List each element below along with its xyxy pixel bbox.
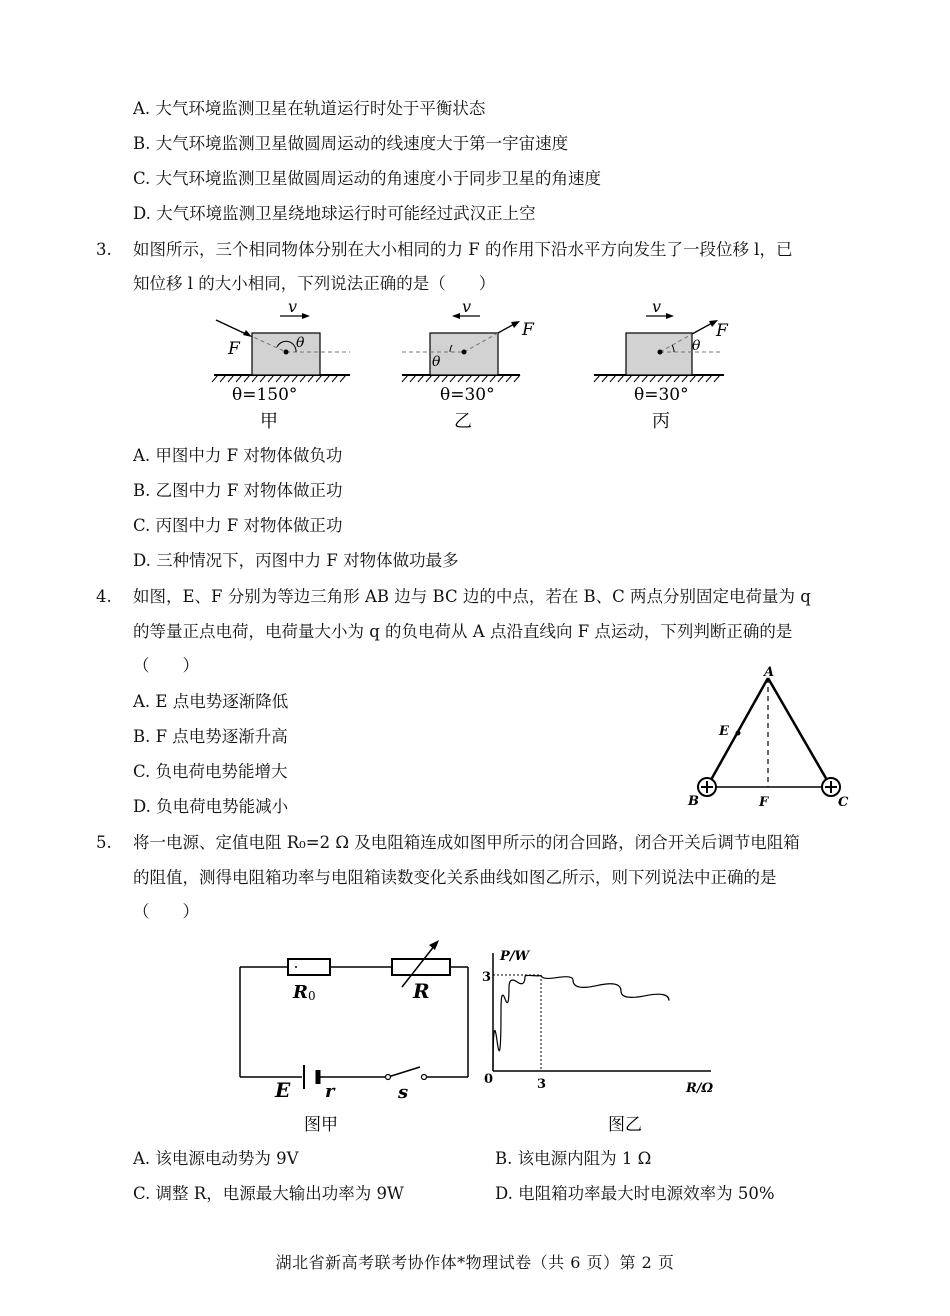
- bing-v-label: v: [652, 302, 662, 316]
- q4-option-d: D. 负电荷电势能减小: [133, 797, 289, 816]
- q3-option-c: C. 丙图中力 F 对物体做正功: [133, 516, 343, 535]
- q3-number: 3.: [96, 240, 112, 259]
- bing-caption: 丙: [652, 411, 670, 432]
- bing-angle-label: θ=30°: [634, 385, 689, 405]
- triangle-label-e: E: [719, 724, 729, 739]
- q5-option-d: D. 电阻箱功率最大时电源效率为 50%: [495, 1184, 775, 1203]
- circuit-e-label: E: [275, 1078, 291, 1102]
- q3-figure-jia: [210, 302, 360, 437]
- triangle-label-a: A: [764, 665, 775, 680]
- triangle-label-c: C: [838, 795, 849, 810]
- q4-number: 4.: [96, 587, 112, 606]
- graph-y-tick: 3: [482, 970, 492, 985]
- yi-f-label: F: [522, 320, 534, 340]
- q5-option-a: A. 该电源电动势为 9V: [133, 1149, 299, 1168]
- q4-stem-line2: 的等量正点电荷，电荷量大小为 q 的负电荷从 A 点沿直线向 F 点运动，下列判断正确的是: [133, 622, 793, 641]
- graph-origin: 0: [484, 1072, 494, 1087]
- circuit-r0-label: [292, 982, 316, 1003]
- jia-f-label: F: [228, 339, 240, 359]
- triangle-label-f: F: [759, 795, 769, 810]
- yi-caption: 乙: [454, 411, 472, 432]
- jia-v-label: v: [288, 302, 298, 316]
- q4-stem-line1: 如图，E、F 分别为等边三角形 AB 边与 BC 边的中点，若在 B、C 两点分别固定电荷量为 q: [133, 587, 811, 606]
- graph-x-label: R/Ω: [686, 1081, 714, 1096]
- q5-stem-line2: 的阻值，测得电阻箱功率与电阻箱读数变化关系曲线如图乙所示，则下列说法中正确的是: [133, 868, 777, 887]
- q3-option-b: B. 乙图中力 F 对物体做正功: [133, 481, 343, 500]
- q5-option-c: C. 调整 R，电源最大输出功率为 9W: [133, 1184, 404, 1203]
- circuit-caption: 图甲: [304, 1115, 338, 1135]
- q2-option-d: D. 大气环境监测卫星绕地球运行时可能经过武汉正上空: [133, 204, 536, 223]
- q5-power-graph: [476, 945, 726, 1140]
- triangle-label-b: B: [688, 794, 699, 809]
- jia-caption: 甲: [260, 411, 278, 432]
- circuit-r-label: R: [413, 979, 430, 1003]
- q3-stem-line2: 知位移 l 的大小相同，下列说法正确的是（ ）: [133, 274, 496, 293]
- yi-angle-label: θ=30°: [440, 385, 495, 405]
- jia-angle-label: θ=150°: [232, 385, 298, 405]
- q4-option-c: C. 负电荷电势能增大: [133, 762, 288, 781]
- bing-f-label: F: [716, 321, 728, 341]
- circuit-r-internal-label: r: [325, 1081, 335, 1102]
- q3-figure-yi: [398, 302, 558, 437]
- q2-option-c: C. 大气环境监测卫星做圆周运动的角速度小于同步卫星的角速度: [133, 169, 602, 188]
- q2-option-b: B. 大气环境监测卫星做圆周运动的线速度大于第一宇宙速度: [133, 134, 569, 153]
- q3-figure-bing: [590, 302, 750, 437]
- q3-stem-line1: 如图所示，三个相同物体分别在大小相同的力 F 的作用下沿水平方向发生了一段位移 l，已: [133, 240, 793, 259]
- q2-option-a: A. 大气环境监测卫星在轨道运行时处于平衡状态: [133, 99, 486, 118]
- yi-theta-label: θ: [432, 354, 441, 370]
- q5-circuit-figure: [230, 935, 480, 1140]
- q4-option-b: B. F 点电势逐渐升高: [133, 727, 288, 746]
- page-footer: 湖北省新高考联考协作体*物理试卷（共 6 页）第 2 页: [275, 1253, 675, 1272]
- q5-stem-line1: 将一电源、定值电阻 R₀=2 Ω 及电阻箱连成如图甲所示的闭合回路，闭合开关后调节电阻箱: [133, 833, 800, 852]
- graph-power-curve: [493, 975, 669, 1071]
- circuit-r0-letter: R: [293, 982, 308, 1003]
- q5-stem-line3: （ ）: [133, 902, 199, 921]
- graph-y-label: P/W: [500, 949, 530, 964]
- jia-theta-label: θ: [296, 335, 305, 351]
- yi-v-label: v: [462, 302, 472, 316]
- q4-stem-line3: （ ）: [133, 656, 199, 675]
- q4-option-a: A. E 点电势逐渐降低: [133, 692, 289, 711]
- q3-option-a: A. 甲图中力 F 对物体做负功: [133, 446, 343, 465]
- graph-x-tick: 3: [537, 1077, 547, 1092]
- q5-number: 5.: [96, 833, 112, 852]
- q3-option-d: D. 三种情况下，丙图中力 F 对物体做功最多: [133, 551, 459, 570]
- bing-theta-label: θ: [692, 338, 701, 354]
- circuit-r0-subscript: 0: [307, 989, 316, 1003]
- q5-option-b: B. 该电源内阻为 1 Ω: [495, 1149, 652, 1168]
- circuit-switch-label: s: [398, 1082, 409, 1103]
- q4-triangle-figure: [680, 660, 860, 815]
- graph-caption: 图乙: [608, 1115, 642, 1135]
